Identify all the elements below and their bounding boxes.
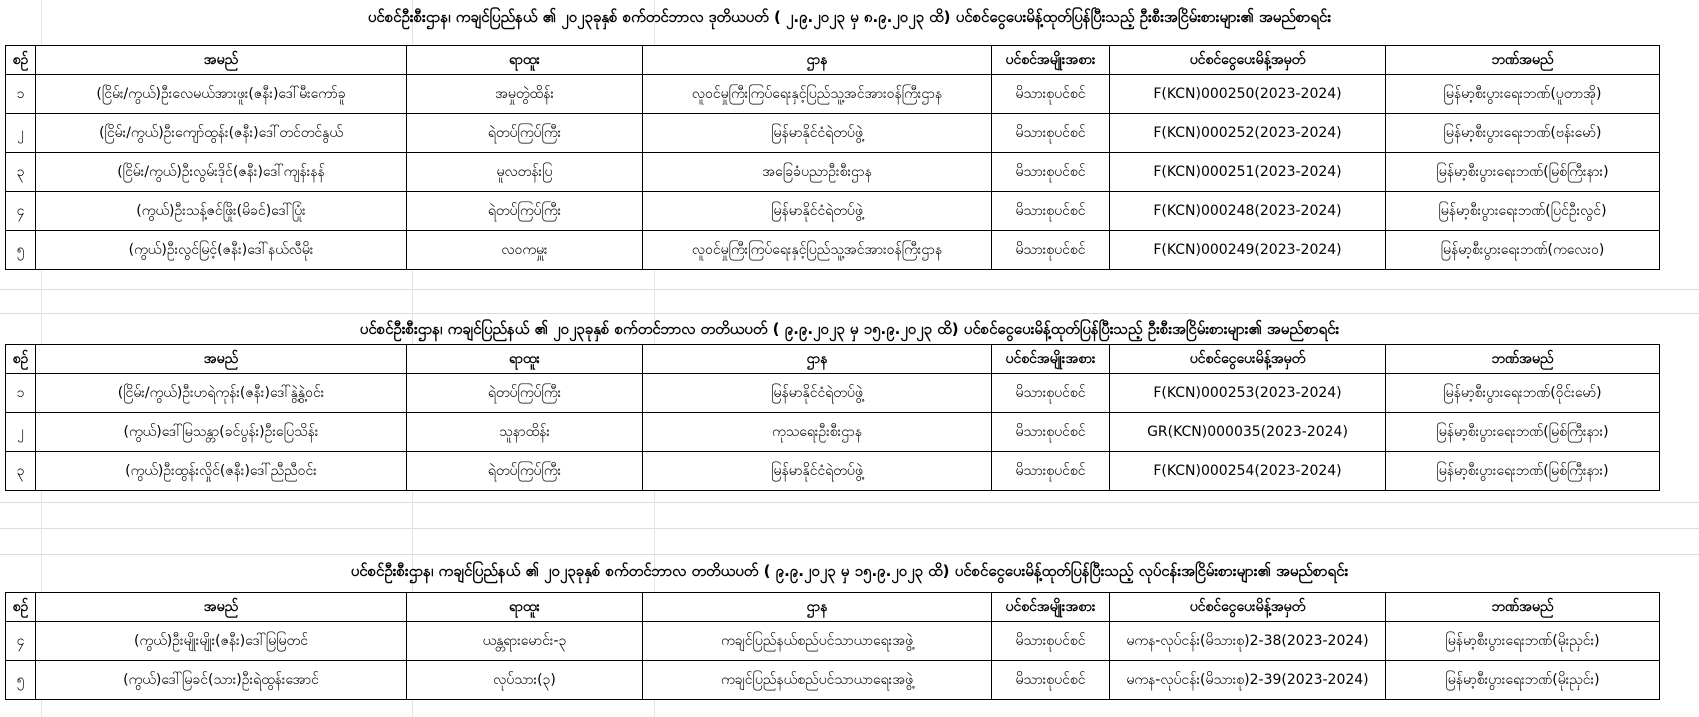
table-row [6,374,1660,413]
cell-department: ကချင်ပြည်နယ်စည်ပင်သာယာရေးအဖွဲ့ [643,622,992,661]
cell-department: မြန်မာနိုင်ငံရဲတပ်ဖွဲ့ [643,192,992,231]
cell-name: (ကွယ်)ဒေါ်မြခင်(သား)ဦးရဲထွန်းအောင် [36,661,407,700]
column-header-no: စဉ် [6,593,36,622]
column-header-department: ဌာန [643,345,992,374]
table-row [6,75,1660,114]
column-header-order-number: ပင်စင်ငွေပေးမိန့်အမှတ် [1110,345,1386,374]
cell-order-number: F(KCN)000248(2023-2024) [1110,192,1386,231]
cell-rank: အမှုတွဲထိန်း [407,75,643,114]
cell-pension-type: မိသားစုပင်စင် [992,374,1110,413]
column-header-rank: ရာထူး [407,46,643,75]
cell-bank: မြန်မာ့စီးပွားရေးဘဏ်(မြစ်ကြီးနား) [1386,153,1660,192]
column-header-name: အမည် [36,345,407,374]
cell-rank: လုပ်သား(၃) [407,661,643,700]
table-row [6,661,1660,700]
pension-table [5,45,1660,270]
cell-order-number: GR(KCN)000035(2023-2024) [1110,413,1386,452]
table-header-row [6,345,1660,374]
cell-department: လူဝင်မှုကြီးကြပ်ရေးနှင့်ပြည်သူ့အင်အားဝန်ကြီးဌာန [643,231,992,270]
column-header-pension-type: ပင်စင်အမျိုးအစား [992,345,1110,374]
table-row [6,114,1660,153]
cell-bank: မြန်မာ့စီးပွားရေးဘဏ်(ဝိုင်းမော်) [1386,374,1660,413]
cell-department: ကချင်ပြည်နယ်စည်ပင်သာယာရေးအဖွဲ့ [643,661,992,700]
cell-rank: ရဲတပ်ကြပ်ကြီး [407,452,643,491]
column-header-order-number: ပင်စင်ငွေပေးမိန့်အမှတ် [1110,46,1386,75]
cell-no: ၁ [6,374,36,413]
table-row [6,413,1660,452]
cell-no: ၄ [6,622,36,661]
cell-bank: မြန်မာ့စီးပွားရေးဘဏ်(မိုးညှင်း) [1386,661,1660,700]
grid-line [0,502,1699,503]
cell-pension-type: မိသားစုပင်စင် [992,413,1110,452]
cell-name: (ကွယ်)ဦးထွန်းလှိုင်(ဇနီး)ဒေါ်ညီညီဝင်း [36,452,407,491]
cell-pension-type: မိသားစုပင်စင် [992,192,1110,231]
cell-no: ၂ [6,114,36,153]
cell-order-number: မကန-လုပ်ငန်း(မိသားစု)2-38(2023-2024) [1110,622,1386,661]
column-header-no: စဉ် [6,345,36,374]
cell-name: (ကွယ်)ဒေါ်မြသန္တာ(ခင်ပွန်း)ဦးပြေသိန်း [36,413,407,452]
cell-department: မြန်မာနိုင်ငံရဲတပ်ဖွဲ့ [643,452,992,491]
pension-table [5,592,1660,700]
cell-name: (ငြိမ်း/ကွယ်)ဦးဟရဲကုန်း(ဇနီး)ဒေါ်နွဲ့နွဲ့ဝင်း [36,374,407,413]
cell-pension-type: မိသားစုပင်စင် [992,452,1110,491]
table-header-row [6,593,1660,622]
cell-department: လူဝင်မှုကြီးကြပ်ရေးနှင့်ပြည်သူ့အင်အားဝန်ကြီးဌာန [643,75,992,114]
cell-bank: မြန်မာ့စီးပွားရေးဘဏ်(ဗန်းမော်) [1386,114,1660,153]
section-title: ပင်စင်ဦးစီးဌာန၊ ကချင်ပြည်နယ် ၏ ၂၀၂၃ခုနှစ် စက်တင်ဘာလ တတိယပတ် ( ၉.၉.၂၀၂၃ မှ ၁၅.၉.၂၀၂၃ ထိ) ပင်စင်ငွေပေးမိန့်ထုတ်ပြန်ပြီးသည့် လုပ်ငန်းအငြိမ်းစားများ၏ အမည်စာရင်း [350,562,1349,580]
table-row [6,622,1660,661]
column-header-order-number: ပင်စင်ငွေပေးမိန့်အမှတ် [1110,593,1386,622]
cell-no: ၅ [6,661,36,700]
cell-no: ၁ [6,75,36,114]
grid-line [0,528,1699,529]
cell-order-number: F(KCN)000254(2023-2024) [1110,452,1386,491]
column-header-rank: ရာထူး [407,345,643,374]
cell-pension-type: မိသားစုပင်စင် [992,622,1110,661]
cell-bank: မြန်မာ့စီးပွားရေးဘဏ်(မိုးညှင်း) [1386,622,1660,661]
cell-department: ကုသရေးဦးစီးဌာန [643,413,992,452]
cell-rank: မူလတန်းပြ [407,153,643,192]
cell-bank: မြန်မာ့စီးပွားရေးဘဏ်(မြစ်ကြီးနား) [1386,452,1660,491]
table-row [6,192,1660,231]
cell-rank: ရဲတပ်ကြပ်ကြီး [407,114,643,153]
cell-no: ၅ [6,231,36,270]
cell-rank: သူနာထိန်း [407,413,643,452]
cell-bank: မြန်မာ့စီးပွားရေးဘဏ်(ပူတာအို) [1386,75,1660,114]
table-row [6,153,1660,192]
cell-order-number: F(KCN)000253(2023-2024) [1110,374,1386,413]
cell-department: မြန်မာနိုင်ငံရဲတပ်ဖွဲ့ [643,114,992,153]
cell-department: မြန်မာနိုင်ငံရဲတပ်ဖွဲ့ [643,374,992,413]
cell-rank: လဝကမှူး [407,231,643,270]
section-title: ပင်စင်ဦးစီးဌာန၊ ကချင်ပြည်နယ် ၏ ၂၀၂၃ခုနှစ် စက်တင်ဘာလ ဒုတိယပတ် ( ၂.၉.၂၀၂၃ မှ ၈.၉.၂၀၂၃ ထိ) ပင်စင်ငွေပေးမိန့်ထုတ်ပြန်ပြီးသည့် ဦးစီးအငြိမ်းစားများ၏ အမည်စာရင်း [367,8,1332,26]
cell-order-number: F(KCN)000250(2023-2024) [1110,75,1386,114]
cell-pension-type: မိသားစုပင်စင် [992,114,1110,153]
cell-rank: ယန္တရားမောင်း-၃ [407,622,643,661]
column-header-department: ဌာန [643,593,992,622]
table-row [6,452,1660,491]
cell-bank: မြန်မာ့စီးပွားရေးဘဏ်(ကလေးဝ) [1386,231,1660,270]
cell-pension-type: မိသားစုပင်စင် [992,661,1110,700]
cell-order-number: F(KCN)000251(2023-2024) [1110,153,1386,192]
grid-line [0,289,1699,290]
cell-bank: မြန်မာ့စီးပွားရေးဘဏ်(ပြင်ဦးလွင်) [1386,192,1660,231]
cell-pension-type: မိသားစုပင်စင် [992,75,1110,114]
cell-rank: ရဲတပ်ကြပ်ကြီး [407,374,643,413]
section-title: ပင်စင်ဦးစီးဌာန၊ ကချင်ပြည်နယ် ၏ ၂၀၂၃ခုနှစ် စက်တင်ဘာလ တတိယပတ် ( ၉.၉.၂၀၂၃ မှ ၁၅.၉.၂၀၂၃ ထိ) ပင်စင်ငွေပေးမိန့်ထုတ်ပြန်ပြီးသည့် ဦးစီးအငြိမ်းစားများ၏ အမည်စာရင်း [359,320,1340,338]
cell-order-number: မကန-လုပ်ငန်း(မိသားစု)2-39(2023-2024) [1110,661,1386,700]
column-header-bank: ဘဏ်အမည် [1386,46,1660,75]
cell-name: (ကွယ်)ဦးသန့်ဇင်ဖြိုး(မိခင်)ဒေါ်ပြုံး [36,192,407,231]
column-header-department: ဌာန [643,46,992,75]
column-header-bank: ဘဏ်အမည် [1386,593,1660,622]
cell-no: ၂ [6,413,36,452]
grid-line [0,554,1699,555]
column-header-bank: ဘဏ်အမည် [1386,345,1660,374]
column-header-pension-type: ပင်စင်အမျိုးအစား [992,46,1110,75]
pension-table [5,344,1660,491]
column-header-name: အမည် [36,593,407,622]
cell-order-number: F(KCN)000252(2023-2024) [1110,114,1386,153]
table-header-row [6,46,1660,75]
column-header-no: စဉ် [6,46,36,75]
cell-no: ၄ [6,192,36,231]
cell-rank: ရဲတပ်ကြပ်ကြီး [407,192,643,231]
cell-bank: မြန်မာ့စီးပွားရေးဘဏ်(မြစ်ကြီးနား) [1386,413,1660,452]
cell-no: ၃ [6,153,36,192]
cell-pension-type: မိသားစုပင်စင် [992,231,1110,270]
cell-department: အခြေခံပညာဦးစီးဌာန [643,153,992,192]
cell-name: (ငြိမ်း/ကွယ်)ဦးကျော်ထွန်း(ဇနီး)ဒေါ်တင်တင်နွယ် [36,114,407,153]
cell-pension-type: မိသားစုပင်စင် [992,153,1110,192]
cell-no: ၃ [6,452,36,491]
table-row [6,231,1660,270]
column-header-rank: ရာထူး [407,593,643,622]
cell-name: (ငြိမ်း/ကွယ်)ဦးလွမ်းဒိုင်(ဇနီး)ဒေါ်ကျန်းနန် [36,153,407,192]
column-header-name: အမည် [36,46,407,75]
grid-line [0,313,1699,314]
cell-name: (ကွယ်)ဦးလွင်မြင့်(ဇနီး)ဒေါ်နယ်လီမိုး [36,231,407,270]
cell-name: (ငြိမ်း/ကွယ်)ဦးလေမယ်အားဖူး(ဇနီး)ဒေါ်မီးကော်ခူ [36,75,407,114]
column-header-pension-type: ပင်စင်အမျိုးအစား [992,593,1110,622]
cell-name: (ကွယ်)ဦးမျိုးမျိုး(ဇနီး)ဒေါ်မြမြတင် [36,622,407,661]
cell-order-number: F(KCN)000249(2023-2024) [1110,231,1386,270]
